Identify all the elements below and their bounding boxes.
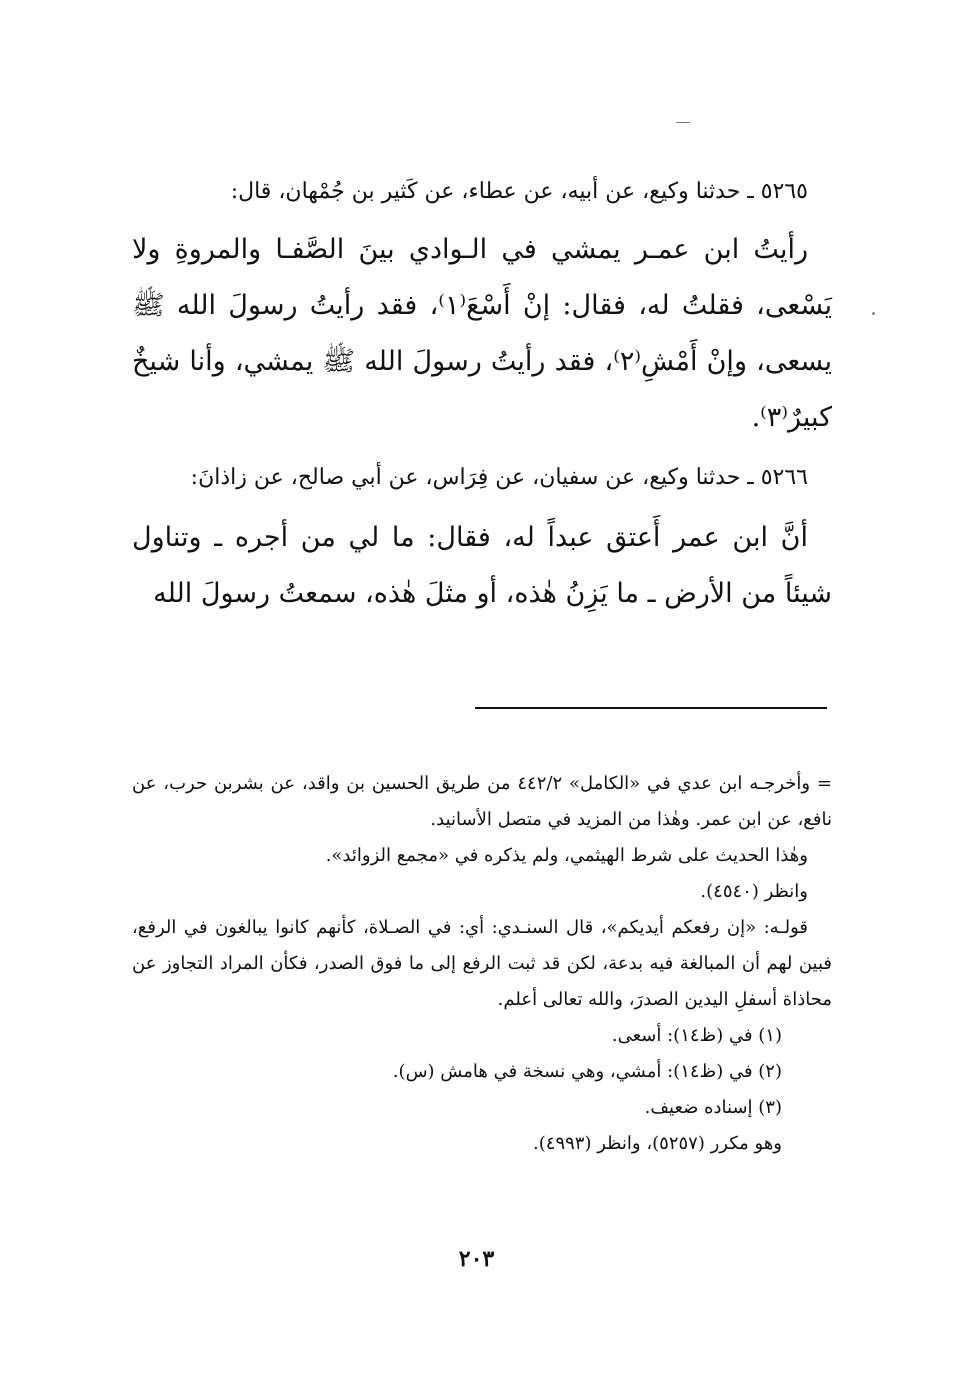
- footnote-commentary: قولـه: «إن رفعكم أيديكم»، قال السنـدي: أي: في الصـلاة، كأنهم كانوا يبالغون في الرفع، فبين لهم أن المبالغة فيه بدعة، لكن قد ثبت الرفع إلى ما فوق الصدر، فكأن المراد التجاوز عن محاذاة أسفلِ اليدين الصدرَ، والله تعالى أعلم.: [132, 917, 832, 1010]
- page-number: ٢٠٣: [458, 1246, 495, 1272]
- hadith-5266: [132, 458, 832, 622]
- footnote-continuation-2: وهٰذا الحديث على شرط الهيثمي، ولم يذكره في «مجمع الزوائد».: [325, 845, 808, 866]
- footnote-continuation: = وأخرجـه ابن عدي في «الكامل» ٤٤٢/٢ من طريق الحسين بن واقد، عن بشربن حرب، عن نافع، عن ابن عمر. وهٰذا من المزيد في متصل الأسانيد.: [132, 773, 832, 830]
- hadith-5266-matn: أنَّ ابن عمر أَعتق عبداً له، فقال: ما لي من أجره ـ وتناول شيئاً من الأرض ـ ما يَزِنُ هٰذه، أو مثلَ هٰذه، سمعتُ رسولَ الله: [132, 522, 832, 609]
- footnote-continuation-3: وانظر (٤٥٤٠).: [700, 881, 808, 902]
- hadith-5265: [132, 172, 832, 446]
- footnote-divider: [475, 707, 827, 709]
- hadith-5265-matn: رأيتُ ابن عمـر يمشي في الـوادي بينَ الصَّفـا والمروةِ ولا يَسْعى، فقلتُ له، فقال: إنْ أَسْعَ⁽١⁾، فقد رأيتُ رسولَ الله ﷺ يسعى، وإنْ أَمْشِ⁽٢⁾، فقد رأيتُ رسولَ الله ﷺ يمشي، وأنا شيخٌ كبيرٌ⁽٣⁾.: [132, 234, 832, 433]
- footnote-3: (٣) إسناده ضعيف.: [644, 1097, 782, 1118]
- scan-mark: [676, 122, 690, 123]
- footnote-2: (٢) في (ظ١٤): أمشي، وهي نسخة في هامش (س).: [392, 1061, 782, 1082]
- margin-speck: [872, 312, 875, 315]
- hadith-5265-isnad: ٥٢٦٥ ـ حدثنا وكيع، عن أبيه، عن عطاء، عن كَثير بن جُمْهان، قال:: [230, 179, 808, 204]
- hadith-5266-isnad: ٥٢٦٦ ـ حدثنا وكيع، عن سفيان، عن فِرَاس، عن أبي صالح، عن زاذانَ:: [190, 465, 808, 490]
- footnote-3-continuation: وهو مكرر (٥٢٥٧)، وانظر (٤٩٩٣).: [533, 1133, 782, 1154]
- footnotes-section: [132, 766, 832, 1162]
- footnote-1: (١) في (ظ١٤): أسعى.: [611, 1025, 782, 1046]
